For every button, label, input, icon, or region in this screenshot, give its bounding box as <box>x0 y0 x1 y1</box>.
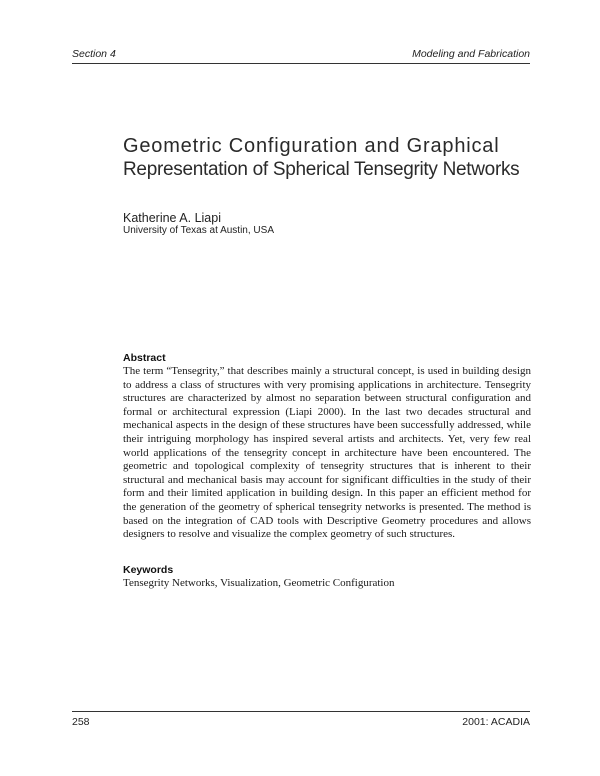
paper-title <box>123 134 543 182</box>
author-name: Katherine A. Liapi <box>123 211 221 225</box>
abstract-heading: Abstract <box>123 352 166 364</box>
running-header-topic: Modeling and Fabrication <box>412 48 530 60</box>
title-line-1: Geometric Configuration and Graphical <box>123 135 500 157</box>
footer-rule <box>72 711 530 712</box>
page-number: 258 <box>72 716 90 728</box>
conference-label: 2001: ACADIA <box>462 716 530 728</box>
header-rule <box>72 63 530 64</box>
author-affiliation: University of Texas at Austin, USA <box>123 225 274 236</box>
keywords-heading: Keywords <box>123 564 174 576</box>
running-header-section: Section 4 <box>72 48 116 60</box>
keywords-text: Tensegrity Networks, Visualization, Geometric Configuration <box>123 577 395 589</box>
title-line-2: Representation of Spherical Tensegrity Networks <box>123 159 520 180</box>
abstract-text: The term “Tensegrity,” that describes mainly a structural concept, is used in building design to address a class of structures with very promising applications in architecture. Tensegrity structures are characterized by almost no separation between structural configuration and formal or architectural expression (Liapi 2000). In the last two decades structural and mechanical aspects in the design of these structures have been successfully addressed, while their intriguing morphology has inspired several artists and architects. Yet, very few real world applications of the tensegrity concept in architecture have been encountered. The geometric and topological complexity of tensegrity structures that is inherent to their structural and mechanical basis may account for significant difficulties in the study of their form and their limited application in building design. In this paper an efficient method for the generation of the geometry of spherical tensegrity networks is presented. The method is based on the integration of CAD tools with Descriptive Geometry procedures and allows designers to resolve and visualize the complex geometry of such structures. <box>123 365 531 541</box>
